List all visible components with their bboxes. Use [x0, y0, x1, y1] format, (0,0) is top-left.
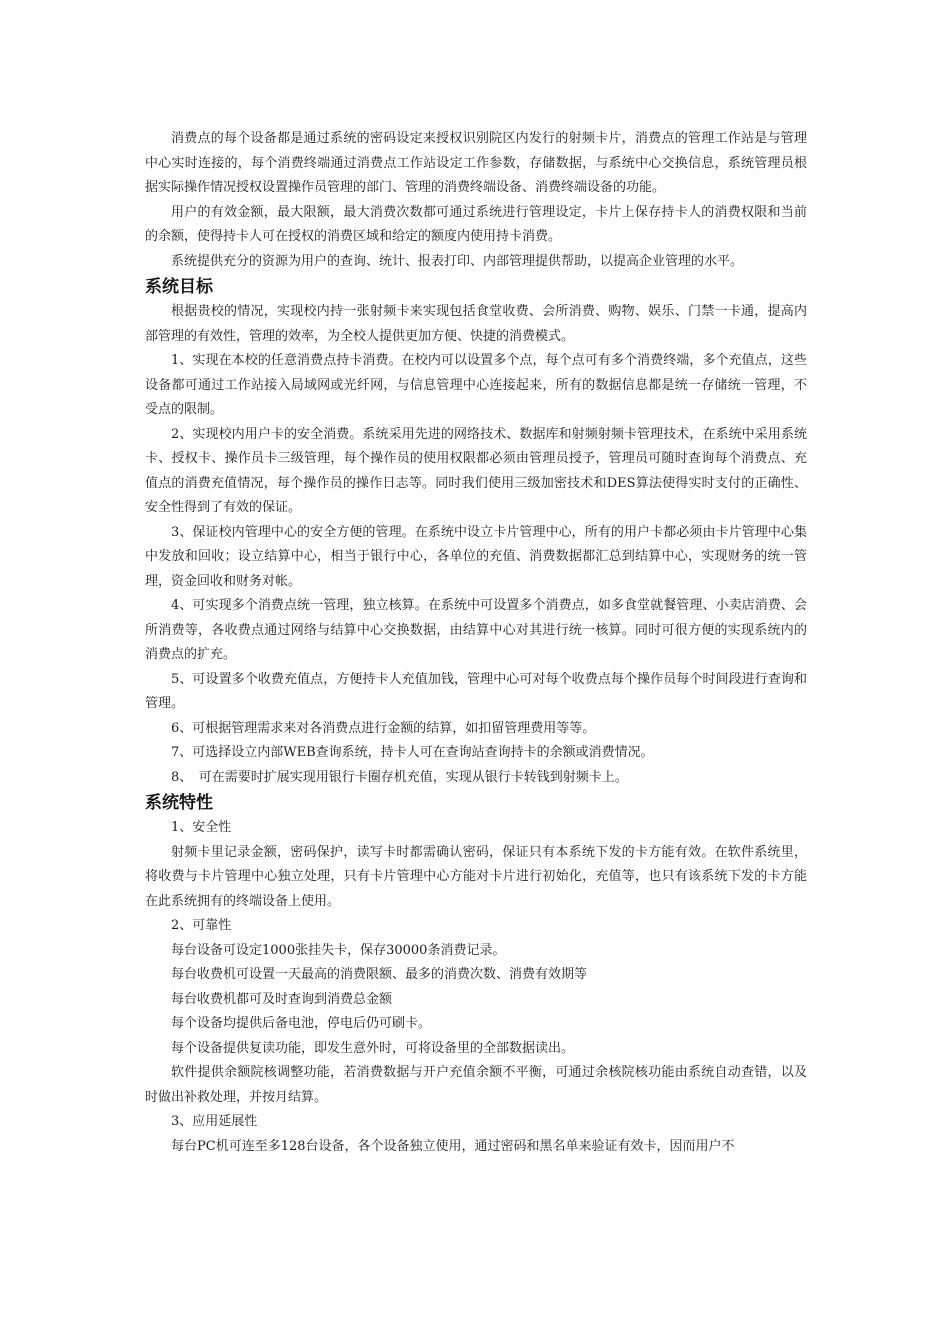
feature-title-extensibility: 3、应用延展性: [171, 1114, 258, 1129]
intro-paragraph-2: 用户的有效金额，最大限额，最大消费次数都可通过系统进行管理设定，卡片上保存持卡人的消费权限和当前的余额，使得持卡人可在授权的消费区域和给定的额度内使用持卡消费。: [145, 204, 807, 244]
intro-paragraph-3: 系统提供充分的资源为用户的查询、统计、报表打印、内部管理提供帮助，以提高企业管理的水平。: [171, 253, 744, 269]
goals-paragraph-0: 根据贵校的情况，实现校内持一张射频卡来实现包括食堂收费、会所消费、购物、娱乐、门禁一卡通，提高内部管理的有效性，管理的效率，为全校人提供更加方便、快捷的消费模式。: [145, 304, 807, 344]
goals-item-2: 2、实现校内用户卡的安全消费。系统采用先进的网络技术、数据库和射频射频卡管理技术，在系统中采用系统卡、授权卡、操作员卡三级管理，每个操作员的使用权限都必须由管理员授予，管理员可随时查询每个消费点、充值点的消费充值情况，每个操作员的操作日志等。同时我们使用三级加密技术和DES算法使得实时支付的正确性、安全性得到了有效的保证。: [145, 426, 807, 515]
reliability-line-3: 每台收费机都可及时查询到消费总金额: [171, 991, 393, 1007]
section-heading-features: 系统特性: [145, 793, 213, 813]
section-heading-goals: 系统目标: [145, 277, 213, 297]
feature-text-security: 射频卡里记录金额，密码保护，读写卡时都需确认密码，保证只有本系统下发的卡方能有效。在软件系统里，将收费与卡片管理中心独立处理，只有卡片管理中心方能对卡片进行初始化，充值等，也只有该系统下发的卡方能在此系统拥有的终端设备上使用。: [145, 844, 807, 909]
goals-item-7: 7、可选择设立内部WEB查询系统，持卡人可在查询站查询持卡的余额或消费情况。: [171, 745, 654, 760]
goals-item-3: 3、保证校内管理中心的安全方便的管理。在系统中设立卡片管理中心，所有的用户卡都必须由卡片管理中心集中发放和回收；设立结算中心，相当于银行中心，各单位的充值、消费数据都汇总到结算中心，实现财务的统一管理，资金回收和财务对帐。: [145, 524, 807, 589]
document-page: [145, 127, 807, 1159]
reliability-line-4: 每个设备均提供后备电池，停电后仍可刷卡。: [171, 1016, 432, 1031]
goals-item-6: 6、可根据管理需求来对各消费点进行金额的结算，如扣留管理费用等等。: [171, 720, 596, 736]
feature-title-security: 1、安全性: [171, 820, 232, 835]
feature-text-extensibility: 每台PC机可连至多128台设备，各个设备独立使用，通过密码和黑名单来验证有效卡，因而用户不: [171, 1138, 735, 1154]
goals-item-5: 5、可设置多个收费充值点，方便持卡人充值加钱，管理中心可对每个收费点每个操作员每个时间段进行查询和管理。: [145, 671, 807, 711]
goals-item-8: 8、 可在需要时扩展实现用银行卡圈存机充值，实现从银行卡转钱到射频卡上。: [171, 769, 628, 785]
reliability-line-5: 每个设备提供复读功能，即发生意外时，可将设备里的全部数据读出。: [171, 1040, 575, 1056]
reliability-line-1: 每台设备可设定1000张挂失卡，保存30000条消费记录。: [171, 942, 506, 958]
goals-item-1: 1、实现在本校的任意消费点持卡消费。在校内可以设置多个点，每个点可有多个消费终端，多个充值点，这些设备都可通过工作站接入局域网或光纤网，与信息管理中心连接起来，所有的数据信息都是统一存储统一管理，不受点的限制。: [145, 353, 807, 417]
feature-title-reliability: 2、可靠性: [171, 918, 232, 933]
reliability-line-2: 每台收费机可设置一天最高的消费限额、最多的消费次数、消费有效期等: [171, 967, 588, 982]
goals-item-4: 4、可实现多个消费点统一管理，独立核算。在系统中可设置多个消费点，如多食堂就餐管理、小卖店消费、会所消费等，各收费点通过网络与结算中心交换数据，由结算中心对其进行统一核算。同时可很方便的实现系统内的消费点的扩充。: [145, 598, 807, 662]
intro-paragraph-1: 消费点的每个设备都是通过系统的密码设定来授权识别院区内发行的射频卡片，消费点的管理工作站是与管理中心实时连接的，每个消费终端通过消费点工作站设定工作参数，存储数据，与系统中心交换信息，系统管理员根据实际操作情况授权设置操作员管理的部门、管理的消费终端设备、消费终端设备的功能。: [145, 131, 807, 195]
feature-text-reliability: 软件提供余额院核调整功能，若消费数据与开户充值余额不平衡，可通过余核院核功能由系统自动查错，以及时做出补救处理，并按月结算。: [145, 1065, 807, 1105]
